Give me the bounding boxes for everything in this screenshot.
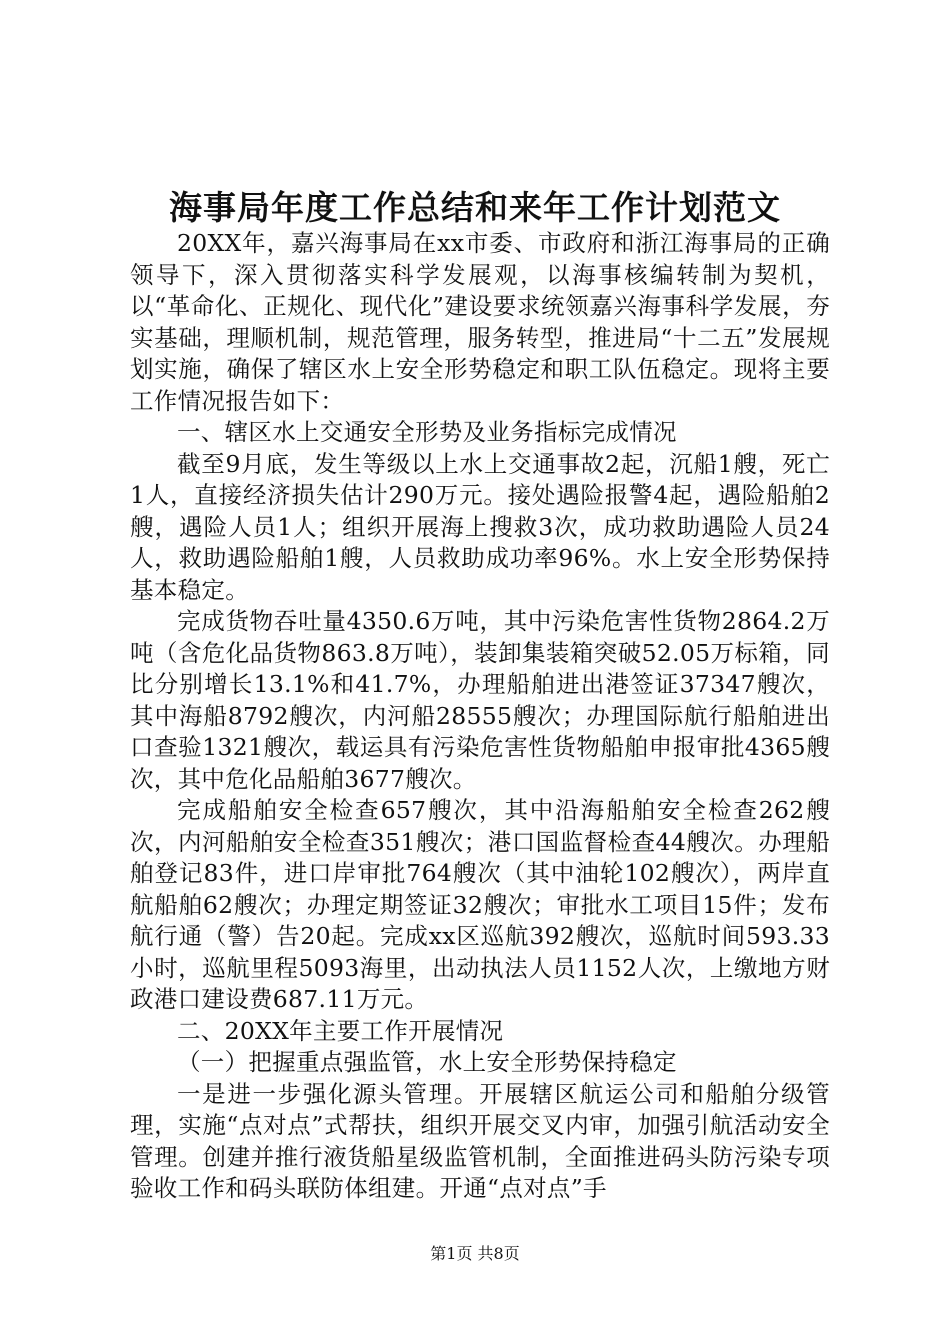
subsection-heading-1: （一）把握重点强监管，水上安全形势保持稳定 — [177, 1048, 677, 1076]
paragraph-accidents: 截至9月底，发生等级以上水上交通事故2起，沉船1艘，死亡1人，直接经济损失估计290万元。接处遇险报警4起，遇险船舶2艘，遇险人员1人；组织开展海上搜救3次，成功救助遇险人员24人，救助遇险船舶1艘，人员救助成功率96%。水上安全形势保持基本稳定。 — [130, 449, 830, 604]
document-body — [130, 228, 830, 1205]
paragraph-inspections: 完成船舶安全检查657艘次，其中沿海船舶安全检查262艘次，内河船舶安全检查351艘次；港口国监督检查44艘次。办理船舶登记83件，进口岸审批764艘次（其中油轮102艘次），两岸直航船舶62艘次；办理定期签证32艘次；审批水工项目15件；发布航行通（警）告20起。完成xx区巡航392艘次，巡航时间593.33小时，巡航里程5093海里，出动执法人员1152人次，上缴地方财政港口建设费687.11万元。 — [130, 796, 830, 1013]
section-heading-2: 二、20XX年主要工作开展情况 — [177, 1016, 504, 1045]
document-title: 海事局年度工作总结和来年工作计划范文 — [169, 188, 781, 227]
paragraph-cargo: 完成货物吞吐量4350.6万吨，其中污染危害性货物2864.2万吨（含危化品货物863.8万吨），装卸集装箱突破52.05万标箱，同比分别增长13.1%和41.7%，办理船舶进出港签证37347艘次，其中海船8792艘次，内河船28555艘次；办理国际航行船舶进出口查验1321艘次，载运具有污染危害性货物船舶申报审批4365艘次，其中危化品船舶3677艘次。 — [130, 607, 830, 793]
paragraph-source-management: 一是进一步强化源头管理。开展辖区航运公司和船舶分级管理，实施“点对点”式帮扶，组织开展交叉内审，加强引航活动安全管理。创建并推行液货船星级监管机制，全面推进码头防污染专项验收工作和码头联防体组建。开通“点对点”手 — [130, 1079, 830, 1202]
section-heading-1: 一、辖区水上交通安全形势及业务指标完成情况 — [177, 418, 677, 446]
paragraph-intro: 20XX年，嘉兴海事局在xx市委、市政府和浙江海事局的正确领导下，深入贯彻落实科学发展观，以海事核编转制为契机，以“革命化、正规化、现代化”建设要求统领嘉兴海事科学发展，夯实基础，理顺机制，规范管理，服务转型，推进局“十二五”发展规划实施，确保了辖区水上安全形势稳定和职工队伍稳定。现将主要工作情况报告如下： — [130, 229, 830, 415]
page-footer: 第1页 共8页 — [430, 1244, 520, 1263]
